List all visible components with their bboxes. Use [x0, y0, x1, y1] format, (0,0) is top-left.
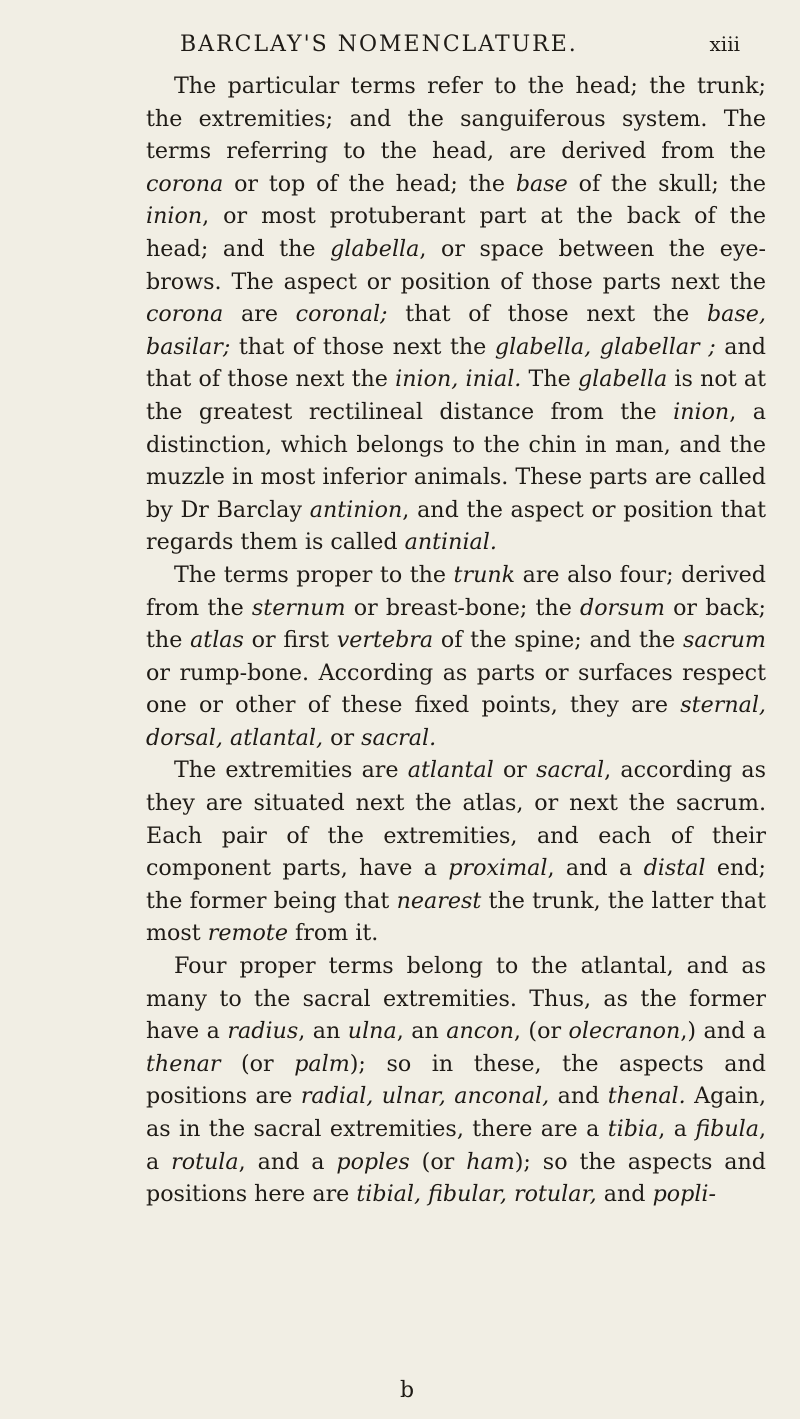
running-title: BARCLAY'S NOMENCLATURE.	[180, 32, 578, 57]
italic-term: trunk	[453, 561, 516, 588]
text-run: , or space between the eye-brows. The aspect or position of those parts next the	[146, 235, 766, 295]
text-run: , a	[658, 1116, 696, 1142]
text-run: of the spine; and the	[433, 627, 683, 654]
italic-term: radius	[227, 1018, 299, 1045]
text-run: or	[323, 724, 362, 751]
italic-term: palm	[294, 1050, 350, 1077]
text-run: or breast-bone; the	[345, 594, 580, 621]
italic-term: sternum	[251, 594, 346, 621]
italic-term: rotula	[171, 1148, 239, 1175]
text-run: or	[493, 757, 537, 784]
text-run: The	[521, 366, 578, 393]
text-run: and that of those next the	[146, 333, 766, 393]
italic-term: inion	[673, 398, 730, 425]
italic-term: atlantal	[407, 757, 494, 784]
italic-term: glabella, glabellar ;	[494, 333, 716, 360]
text-run: , according as they are situated next the atlas, or next the sacrum. Each pair of the extremities, and each of their component parts, have a	[146, 757, 767, 882]
text-run: or first	[243, 627, 337, 654]
text-run: or rump-bone. According as parts or surfaces respect one or other of these fixed points, they are	[146, 659, 766, 719]
italic-term: antinion	[309, 496, 403, 523]
signature-mark: b	[400, 1378, 415, 1403]
text-run: , and a	[238, 1148, 337, 1175]
italic-term: ham	[466, 1148, 515, 1175]
italic-term: remote	[207, 920, 288, 947]
italic-term: coronal;	[295, 301, 388, 328]
italic-term: sternal, dorsal, atlantal,	[146, 692, 766, 751]
italic-term: sacral	[536, 757, 605, 784]
text-run: or back; the	[146, 594, 766, 654]
italic-term: tibia	[607, 1116, 659, 1142]
italic-term: sacrum	[683, 627, 766, 654]
italic-term: corona	[146, 301, 224, 328]
text-run: ); so in these, the aspects and positions are	[146, 1050, 766, 1110]
italic-term: thenal.	[607, 1083, 686, 1110]
italic-term: thenar	[146, 1050, 221, 1077]
text-run: are also four; derived from the	[146, 561, 766, 621]
italic-term: ancon	[446, 1018, 514, 1045]
italic-term: dorsum	[580, 594, 665, 621]
text-run: , a	[146, 1116, 766, 1175]
text-run: , a distinction, which belongs to the chin in man, and the muzzle in most inferior animals. These parts are called by Dr Barclay	[146, 398, 766, 523]
italic-term: olecranon	[568, 1018, 681, 1045]
italic-term: glabella	[577, 366, 668, 393]
text-run: or top of the head; the	[223, 170, 516, 197]
italic-term: corona	[146, 170, 224, 197]
text-run: The terms proper to the	[174, 561, 454, 588]
text-run: ,) and a	[680, 1018, 766, 1045]
text-run: and	[596, 1181, 653, 1208]
italic-term: fibula	[695, 1116, 759, 1142]
paragraph	[146, 754, 766, 950]
italic-term: proximal	[448, 855, 548, 882]
page-number: xiii	[709, 32, 740, 56]
text-run: , and a	[547, 855, 644, 882]
italic-term: popli-	[652, 1181, 717, 1208]
italic-term: inion, inial.	[395, 366, 522, 393]
paragraph	[146, 70, 766, 559]
italic-term: tibial, fibular, rotular,	[356, 1181, 597, 1208]
text-run: (or	[220, 1050, 295, 1077]
paragraph	[146, 950, 766, 1211]
text-run: The particular terms refer to the head; the trunk; the extremities; and the sanguiferous system. The terms referring to the head, are derived from the	[146, 73, 766, 165]
text-run: and	[549, 1083, 608, 1110]
italic-term: inion	[146, 203, 203, 230]
italic-term: glabella	[330, 235, 420, 262]
italic-term: base, basilar;	[146, 301, 766, 360]
text-run: that of those next the	[230, 333, 495, 360]
italic-term: sacral.	[361, 724, 437, 751]
running-head	[180, 32, 740, 57]
italic-term: base	[515, 170, 568, 197]
paragraph	[146, 559, 766, 755]
body-text	[146, 70, 766, 1211]
text-run: ); so the aspects and positions here are	[146, 1148, 766, 1208]
text-run: of the skull; the	[567, 170, 766, 197]
italic-term: distal	[643, 855, 706, 882]
text-run: , or most protuberant part at the back of the head; and the	[146, 203, 766, 262]
italic-term: nearest	[396, 887, 482, 914]
text-run: end; the former being that	[146, 855, 766, 914]
text-run: the trunk, the latter that most	[146, 887, 767, 947]
text-run: Again, as in the sacral extremities, there are a	[146, 1083, 766, 1142]
italic-term: atlas	[190, 627, 244, 654]
text-run: are	[223, 301, 296, 328]
text-run: Four proper terms belong to the atlantal, and as many to the sacral extremities. Thus, as the former have a	[146, 953, 766, 1045]
text-run: is not at the greatest rectilineal distance from the	[146, 366, 766, 425]
text-run: that of those next the	[387, 301, 707, 328]
italic-term: ulna	[347, 1018, 397, 1045]
italic-term: radial, ulnar, anconal,	[300, 1083, 550, 1110]
text-run: , and the aspect or position that regards them is called	[146, 496, 767, 556]
text-run: , an	[396, 1018, 447, 1045]
text-run: (or	[409, 1148, 467, 1175]
text-run: from it.	[287, 920, 379, 947]
text-run: The extremities are	[174, 757, 408, 784]
italic-term: vertebra	[336, 627, 434, 654]
italic-term: poples	[336, 1148, 410, 1175]
text-run: , (or	[513, 1018, 569, 1045]
italic-term: antinial.	[404, 529, 497, 556]
text-run: , an	[298, 1018, 348, 1045]
